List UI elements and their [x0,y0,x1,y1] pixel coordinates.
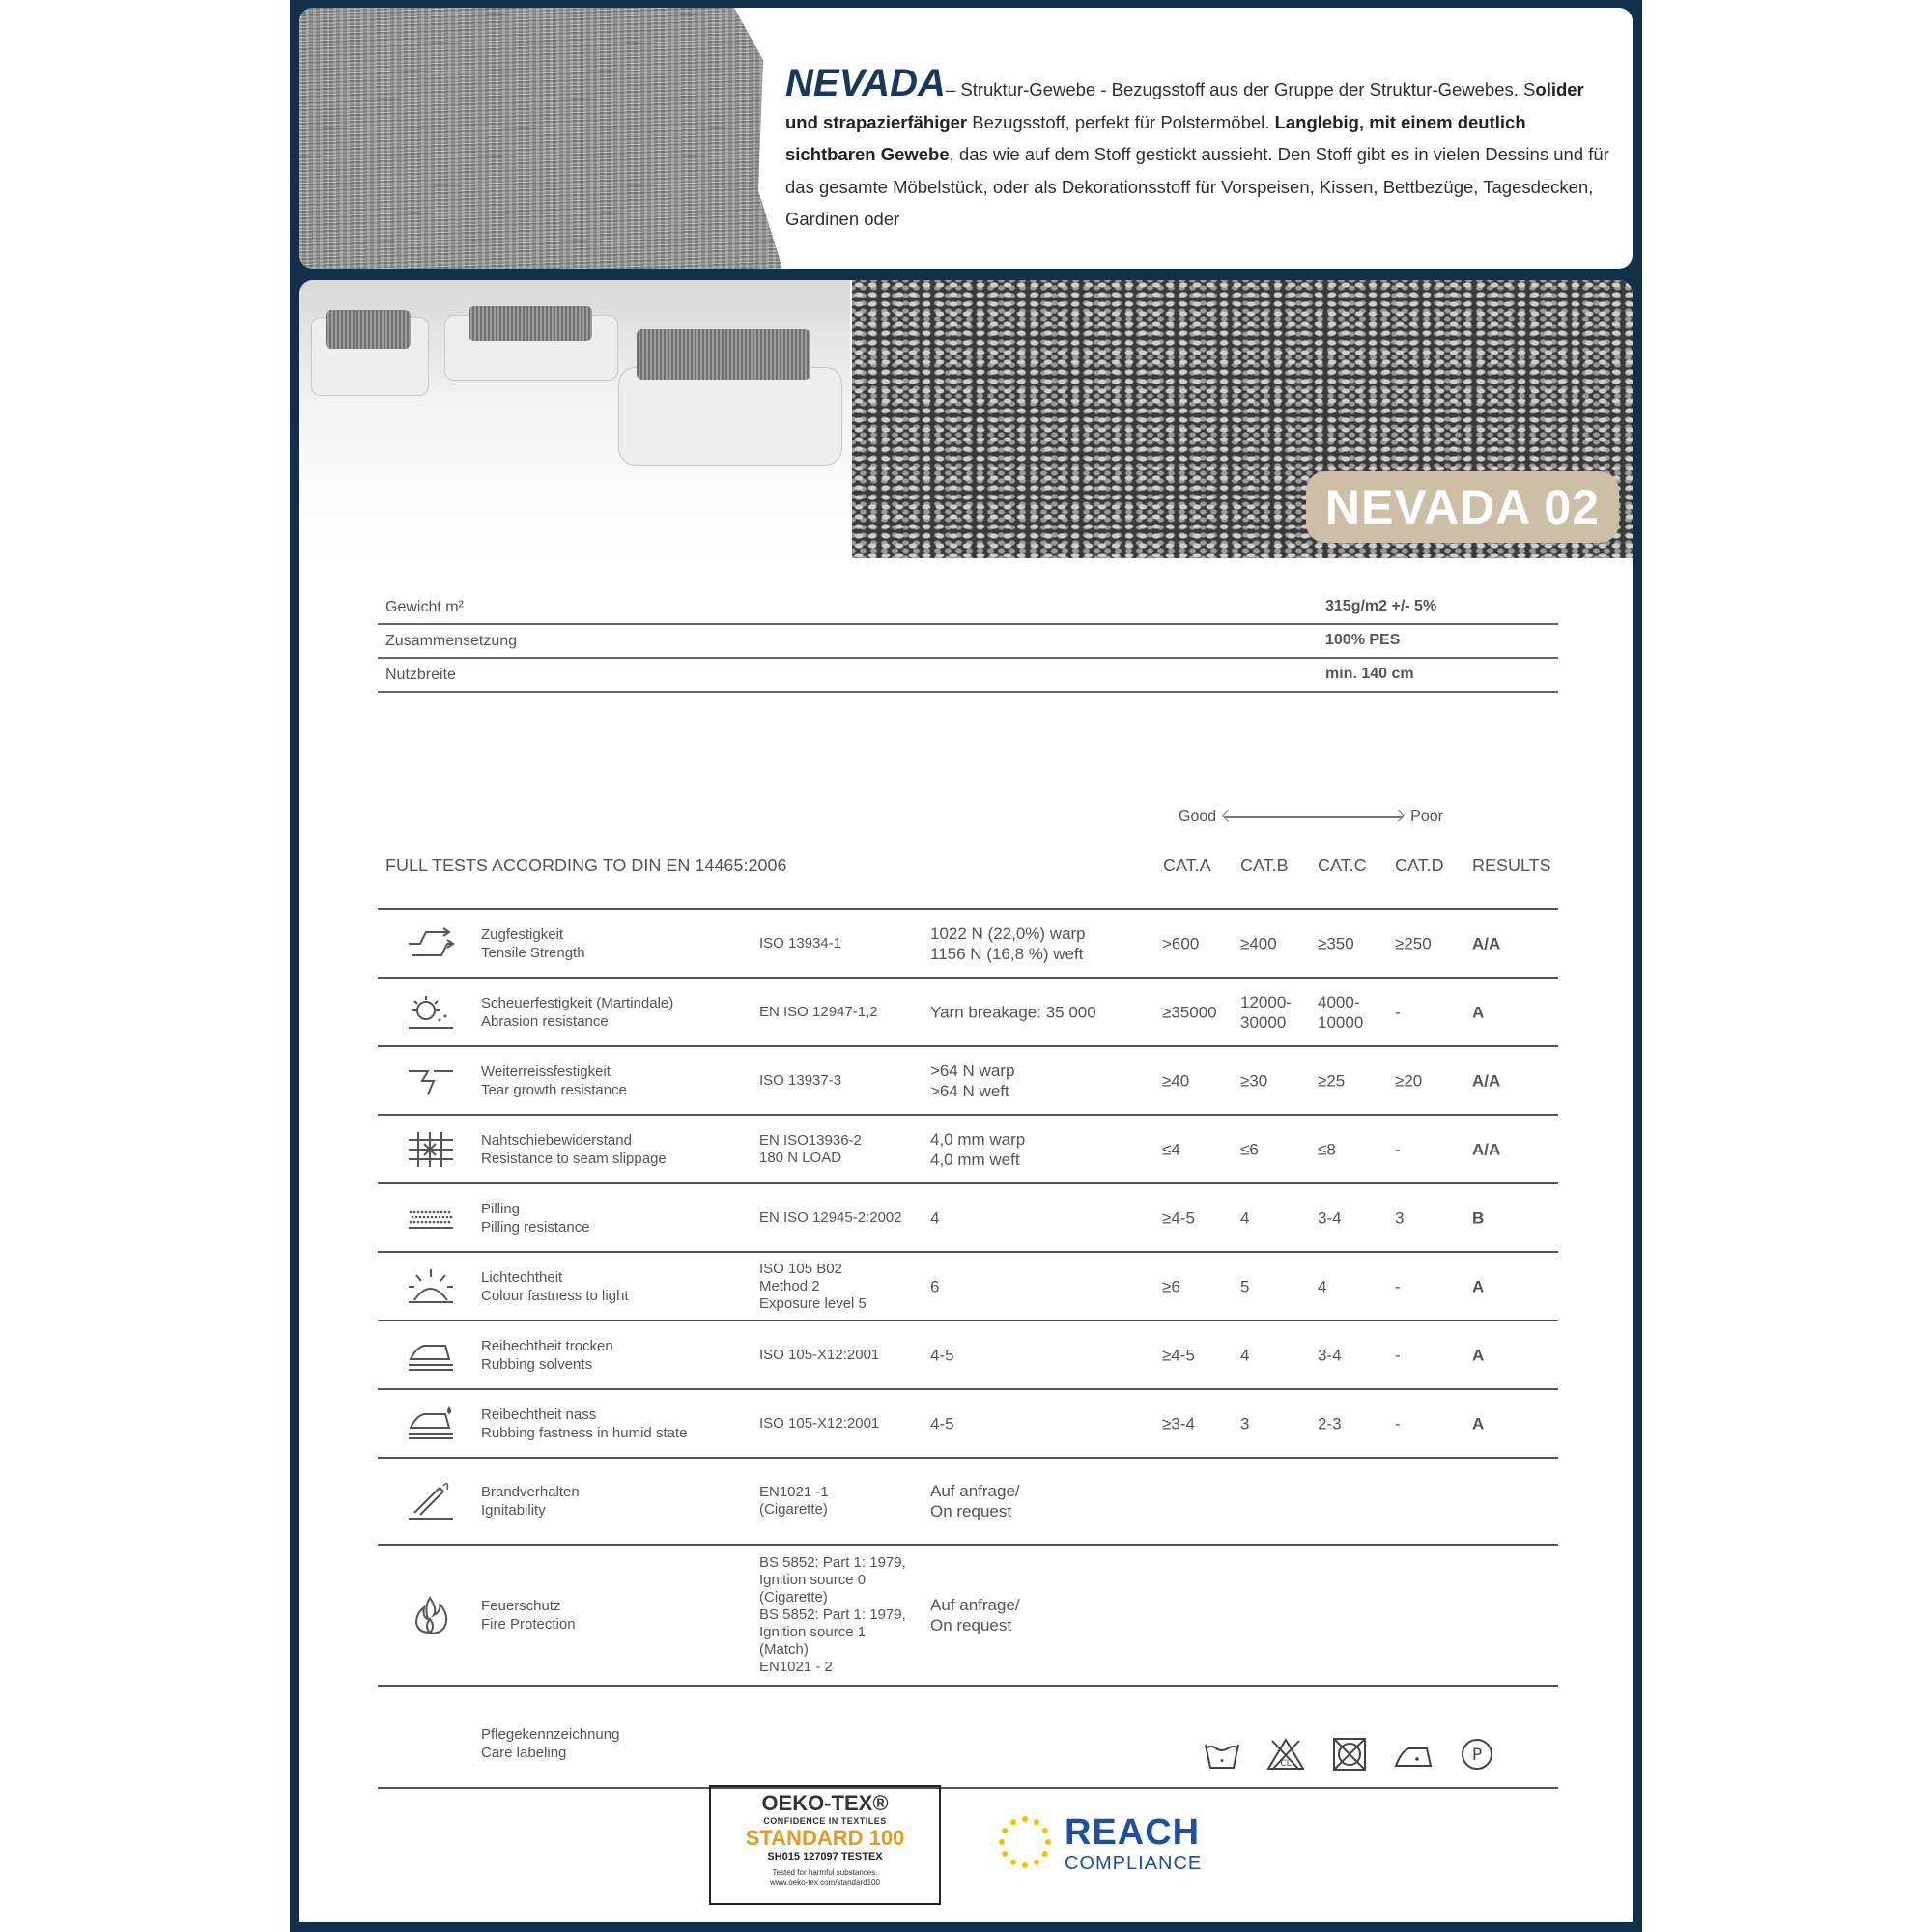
cat-b-value: 5 [1240,1277,1250,1295]
cat-b-value: 4 [1240,1346,1250,1364]
test-name: Nahtschiebewiderstand Resistance to seam slippage [481,1131,667,1167]
test-row [378,1184,1558,1253]
cat-b-value: ≤6 [1240,1140,1259,1158]
cat-b-value: 4 [1240,1208,1250,1227]
cat-b-value: 12000- 30000 [1240,992,1292,1032]
header-card [299,8,1633,269]
cat-c-value: 3-4 [1318,1346,1342,1364]
cat-c-value: 3-4 [1318,1208,1342,1227]
test-row [378,908,1558,979]
armchair [311,317,429,396]
col-cat-b: CAT.B [1240,856,1289,875]
result-grade: A [1472,1277,1485,1295]
test-result: Auf anfrage/ On request [930,1482,1020,1520]
swatch-label: NEVADA 02 [1306,471,1619,543]
dry-clean-p-icon [1458,1737,1496,1772]
three-seat-sofa [618,367,842,466]
iron-wet-icon [405,1405,457,1443]
test-standard: EN ISO 12945-2:2002 [759,1208,902,1226]
cat-a-value: ≥6 [1162,1277,1180,1295]
col-cat-c: CAT.C [1318,856,1367,875]
col-cat-a: CAT.A [1163,856,1211,875]
fabric-closeup-image [299,8,782,269]
cat-d-value: - [1395,1003,1401,1021]
fabric-swatch-image [852,280,1633,558]
test-name: Pilling Pilling resistance [481,1200,590,1236]
tests-title: FULL TESTS ACCORDING TO DIN EN 14465:2006 [385,856,787,875]
test-standard: ISO 13934-1 [759,934,842,952]
scale-good: Good [1179,809,1217,825]
result-grade: A/A [1472,934,1501,952]
cat-a-value: ≥4-5 [1162,1346,1195,1364]
result-grade: A/A [1472,1140,1501,1158]
spec-row: Nutzbreite min. 140 cm [378,659,1558,693]
cat-c-value: 4000- 10000 [1318,992,1364,1032]
test-name: Brandverhalten Ignitability [481,1484,580,1519]
spec-row: Gewicht m² 315g/m2 +/- 5% [378,591,1558,625]
cat-a-value: ≥4-5 [1162,1208,1195,1227]
test-standard: ISO 105 B02 Method 2 Exposure level 5 [759,1260,867,1312]
cat-d-value: ≥250 [1395,934,1432,952]
result-grade: A [1472,1346,1485,1364]
cat-a-value: ≥3-4 [1162,1414,1195,1433]
cat-a-value: >600 [1162,934,1200,952]
no-chlorine-bleach-icon [1266,1737,1305,1772]
reach-compliance-logo: REACH COMPLIANCE [995,1812,1217,1880]
abrasion-icon [405,993,457,1032]
test-row [378,1390,1558,1459]
sofa-set-image [299,280,850,558]
test-name: Zugfestigkeit Tensile Strength [481,925,585,961]
cat-d-value: 3 [1395,1208,1405,1227]
test-result: >64 N warp >64 N weft [930,1061,1015,1100]
cat-d-value: - [1395,1346,1401,1364]
eu-stars-icon [995,1812,1055,1872]
test-name: Reibechtheit nass Rubbing fastness in humid state [481,1406,688,1441]
test-row [378,1253,1558,1321]
cat-d-value: - [1395,1414,1401,1433]
oeko-tex-badge: OEKO-TEX® CONFIDENCE IN TEXTILES STANDARD 100 SH015 127097 TESTEX Tested for harmful substances. www.oeko-tex.com/standard100 [709,1785,941,1905]
cat-d-value: ≥20 [1395,1071,1423,1090]
test-standard: EN1021 -1 (Cigarette) [759,1484,829,1518]
cat-c-value: ≥350 [1318,934,1354,952]
iron-low-icon [1394,1737,1433,1772]
test-standard: ISO 105-X12:2001 [759,1346,880,1363]
two-seat-sofa [444,315,618,381]
test-result: 4-5 [930,1414,954,1433]
test-name: Lichtechtheit Colour fastness to light [481,1268,629,1304]
test-row [378,1546,1558,1687]
test-name: Feuerschutz Fire Protection [481,1598,576,1633]
cat-c-value: ≤8 [1318,1140,1336,1158]
spec-row: Zusammensetzung 100% PES [378,625,1558,659]
light-icon [405,1267,457,1306]
fire-icon [405,1596,457,1634]
test-result: 1022 N (22,0%) warp 1156 N (16,8 %) weft [930,923,1086,963]
svg-text:P: P [1471,1746,1483,1765]
seam-slippage-icon [405,1130,457,1169]
test-row [378,1047,1558,1116]
test-standard: EN ISO 12947-1,2 [759,1003,878,1020]
wash-icon [1203,1737,1241,1772]
brand-name: NEVADA [785,62,946,104]
result-grade: B [1472,1208,1485,1227]
pilling-icon [405,1199,457,1237]
double-arrow-icon [1224,816,1403,818]
cat-a-value: ≥35000 [1162,1003,1217,1021]
test-result: Auf anfrage/ On request [930,1596,1020,1634]
test-row [378,1116,1558,1184]
test-row [378,979,1558,1047]
test-name: Reibechtheit trocken Rubbing solvents [481,1337,613,1373]
test-standard: BS 5852: Part 1: 1979, Ignition source 0 (Cigarette) BS 5852: Part 1: 1979, Ignition source 1 (Match) EN1021 - 2 [759,1554,906,1675]
test-name: Weiterreissfestigkeit Tear growth resistance [481,1063,627,1098]
cat-b-value: ≥400 [1240,934,1277,952]
col-cat-d: CAT.D [1395,856,1444,875]
test-standard: ISO 13937-3 [759,1071,842,1089]
svg-text:•: • [1219,1756,1225,1767]
result-grade: A [1472,1003,1485,1021]
test-result: 4,0 mm warp 4,0 mm weft [930,1129,1026,1169]
cat-b-value: 3 [1240,1414,1250,1433]
intro-text: NEVADA– Struktur-Gewebe - Bezugsstoff aus der Gruppe der Struktur-Gewebes. Solider und strapazierfähiger Bezugsstoff, perfekt für Polstermöbel. Langlebig, mit einem deutlich sichtbaren Gewebe, das wie auf dem Stoff gestickt aussieht. Den Stoff gibt es in vielen Dessins und für das gesamte Möbelstück, oder als Dekorationsstoff für Vorspeisen, Kissen, Bettbezüge, Tagesdecken, Gardinen oder [785,62,1609,229]
test-standard: ISO 105-X12:2001 [759,1414,880,1432]
tensile-icon [405,924,457,963]
test-standard: EN ISO13936-2 180 N LOAD [759,1131,862,1166]
test-name: Scheuerfestigkeit (Martindale) Abrasion resistance [481,994,674,1030]
care-labeling-row: Pflegekennzeichnung Care labeling • CL P [378,1708,1558,1789]
cat-d-value: - [1395,1277,1401,1295]
cigarette-icon [405,1482,457,1520]
cat-c-value: 2-3 [1318,1414,1342,1433]
tests-table [378,908,1558,1687]
test-result: 4 [930,1208,940,1227]
cat-b-value: ≥30 [1240,1071,1268,1090]
result-grade: A [1472,1414,1485,1433]
cat-a-value: ≤4 [1162,1140,1180,1158]
test-result: 6 [930,1277,940,1295]
scale-poor: Poor [1410,809,1443,825]
svg-text:CL: CL [1280,1759,1292,1769]
cat-d-value: - [1395,1140,1401,1158]
test-row [378,1321,1558,1390]
test-result: Yarn breakage: 35 000 [930,1003,1096,1021]
iron-dry-icon [405,1336,457,1375]
cat-a-value: ≥40 [1162,1071,1190,1090]
main-card [299,280,1633,1922]
test-row [378,1459,1558,1546]
cat-c-value: ≥25 [1318,1071,1346,1090]
no-tumble-dry-icon [1330,1737,1369,1772]
test-result: 4-5 [930,1346,954,1364]
col-results: RESULTS [1472,856,1551,875]
cat-c-value: 4 [1318,1277,1327,1295]
good-poor-scale [1179,809,1443,826]
spec-table [378,591,1558,693]
tear-icon [405,1062,457,1100]
result-grade: A/A [1472,1071,1501,1090]
